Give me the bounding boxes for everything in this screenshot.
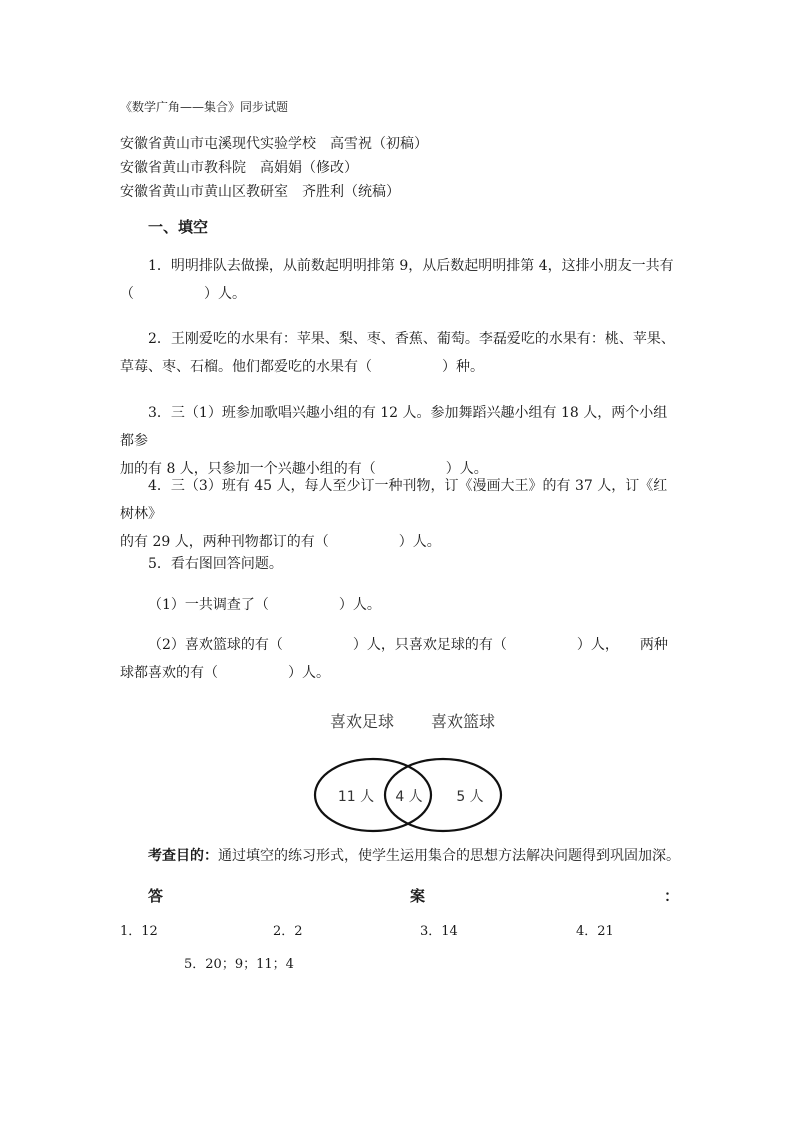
question-5-part-1: （1）一共调查了（ ）人。	[148, 597, 381, 613]
question-5: 5．看右图回答问题。	[148, 556, 283, 572]
question-5-part-2-line-2: 球都喜欢的有（ ）人。	[120, 665, 330, 681]
question-2	[120, 325, 680, 381]
question-5-part-2-line-1: （2）喜欢篮球的有（ ）人，只喜欢足球的有（ ）人， 两种	[148, 637, 668, 653]
answer-2: 2．2	[273, 924, 303, 939]
purpose-note	[148, 845, 680, 865]
question-1-line-1: 1．明明排队去做操，从前数起明明排第 9，从后数起明明排第 4，这排小朋友一共有	[148, 258, 674, 274]
venn-both: 4 人	[395, 789, 423, 805]
answer-heading-char-2: 案	[410, 887, 426, 905]
answer-3: 3．14	[420, 924, 458, 939]
answer-1: 1．12	[120, 924, 158, 939]
venn-right-label: 喜欢篮球	[430, 712, 496, 731]
question-4	[120, 472, 680, 556]
answer-5: 5．20；9；11；4	[184, 957, 294, 972]
answer-4: 4．21	[576, 924, 614, 939]
question-1-line-2: （ ）人。	[120, 286, 246, 302]
author-line-3: 安徽省黄山市黄山区教研室 齐胜利（统稿）	[120, 184, 400, 200]
venn-left-only: 11 人	[337, 789, 375, 805]
venn-left-label: 喜欢足球	[329, 712, 395, 731]
venn-right-only: 5 人	[456, 789, 484, 805]
question-3-line-1: 3．三（1）班参加歌唱兴趣小组的有 12 人。参加舞蹈兴趣小组有 18 人，两个小组都参	[120, 405, 668, 449]
question-2-line-2: 草莓、枣、石榴。他们都爱吃的水果有（ ）种。	[120, 359, 484, 375]
question-3-line-2: 加的有 8 人，只参加一个兴趣小组的有（ ）人。	[120, 461, 488, 477]
question-3	[120, 399, 680, 483]
question-4-line-2: 的有 29 人，两种刊物都订的有（ ）人。	[120, 534, 441, 550]
author-line-2: 安徽省黄山市教科院 高娟娟（修改）	[120, 160, 358, 176]
author-line-1: 安徽省黄山市屯溪现代实验学校 高雪祝（初稿）	[120, 136, 428, 152]
purpose-label: 考查目的：	[148, 848, 218, 864]
section-heading: 一、填空	[148, 218, 209, 236]
question-5-part-2	[120, 631, 680, 687]
answer-heading-char-1: 答	[148, 887, 164, 905]
answer-heading-colon: ：	[664, 887, 680, 905]
question-2-line-1: 2．王刚爱吃的水果有：苹果、梨、枣、香蕉、葡萄。李磊爱吃的水果有：桃、苹果、	[148, 331, 675, 347]
question-1	[120, 252, 680, 308]
venn-diagram	[300, 705, 520, 835]
question-4-line-1: 4．三（3）班有 45 人，每人至少订一种刊物，订《漫画大王》的有 37 人，订《红树林》	[120, 478, 668, 522]
purpose-text: 通过填空的练习形式，使学生运用集合的思想方法解决问题得到巩固加深。	[218, 848, 680, 864]
doc-title: 《数学广角——集合》同步试题	[120, 100, 289, 114]
